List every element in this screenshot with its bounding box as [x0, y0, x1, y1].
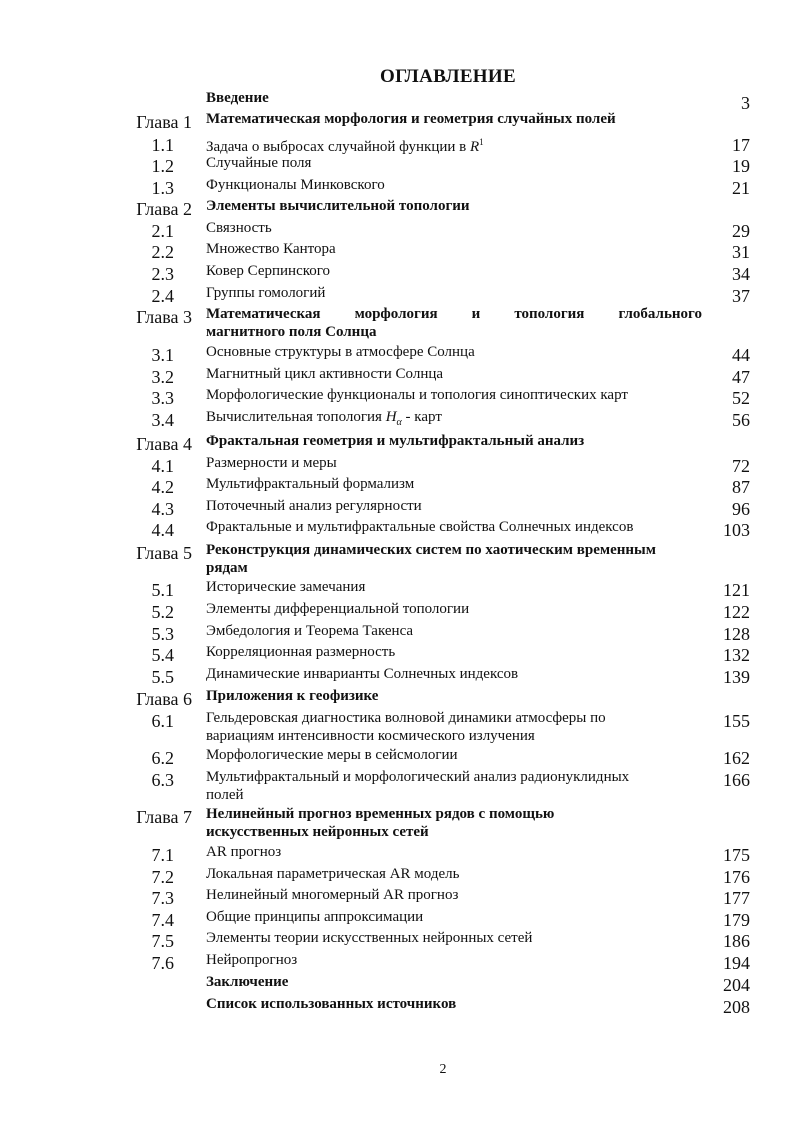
section-page: 176 — [723, 867, 750, 887]
section-title: Ковер Серпинского — [206, 263, 331, 279]
chapter-title-line-1: Реконструкция динамических систем по хаотическим временным — [206, 542, 656, 558]
section-page: 177 — [723, 888, 750, 908]
section-number: 4.4 — [151, 520, 174, 540]
chapter-title-line-2: рядам — [206, 560, 248, 576]
chapter-label: Глава 6 — [136, 689, 192, 709]
chapter-title: Фрактальная геометрия и мультифрактальный анализ — [206, 433, 585, 449]
entry-page: 208 — [723, 997, 750, 1017]
section-number: 4.2 — [151, 477, 174, 497]
section-title: Корреляционная размерность — [206, 644, 396, 660]
section-title-line-1: Мультифрактальный и морфологический анализ радионуклидных — [206, 769, 630, 785]
section-title: Функционалы Минковского — [206, 177, 385, 193]
section-title: Вычислительная топология $H_\alpha$ - карт — [206, 409, 442, 428]
section-page: 52 — [732, 388, 750, 408]
section-number: 2.3 — [151, 264, 174, 284]
entry-page: 3 — [741, 93, 750, 113]
section-number: 4.3 — [151, 499, 174, 519]
section-page: 96 — [732, 499, 750, 519]
entry-title: Введение — [206, 90, 269, 106]
chapter-label: Глава 5 — [136, 543, 192, 563]
section-number: 2.2 — [151, 242, 174, 262]
section-number: 5.4 — [151, 645, 174, 665]
section-page: 44 — [732, 345, 750, 365]
section-number: 7.1 — [151, 845, 174, 865]
chapter-label: Глава 7 — [136, 807, 192, 827]
section-page: 47 — [732, 367, 750, 387]
section-number: 4.1 — [151, 456, 174, 476]
section-number: 1.2 — [151, 156, 174, 176]
section-number: 7.2 — [151, 867, 174, 887]
section-title: Общие принципы аппроксимации — [206, 909, 424, 925]
section-page: 132 — [723, 645, 750, 665]
section-title: Группы гомологий — [206, 285, 326, 301]
section-title: Мультифрактальный формализм — [206, 476, 415, 492]
section-page: 155 — [723, 711, 750, 731]
section-page: 56 — [732, 410, 750, 430]
section-page: 179 — [723, 910, 750, 930]
section-title: Элементы дифференциальной топологии — [206, 601, 470, 617]
chapter-title-line-2: искусственных нейронных сетей — [206, 824, 429, 840]
section-page: 19 — [732, 156, 750, 176]
section-page: 34 — [732, 264, 750, 284]
section-title: Размерности и меры — [206, 455, 337, 471]
section-number: 3.3 — [151, 388, 174, 408]
page-number: 2 — [439, 1062, 447, 1077]
section-page: 29 — [732, 221, 750, 241]
section-title: Морфологические функционалы и топология синоптических карт — [206, 387, 628, 403]
section-title: Магнитный цикл активности Солнца — [206, 366, 444, 382]
section-title: Фрактальные и мультифрактальные свойства Солнечных индексов — [206, 519, 634, 535]
section-page: 103 — [723, 520, 750, 540]
section-page: 21 — [732, 178, 750, 198]
section-title: Связность — [206, 220, 272, 236]
section-page: 31 — [732, 242, 750, 262]
chapter-label: Глава 2 — [136, 199, 192, 219]
section-title: Нейропрогноз — [206, 952, 298, 968]
section-number: 7.3 — [151, 888, 174, 908]
section-number: 1.3 — [151, 178, 174, 198]
section-title: Динамические инварианты Солнечных индексов — [206, 666, 519, 682]
entry-title: Список использованных источников — [206, 996, 457, 1012]
section-number: 3.4 — [151, 410, 174, 430]
section-number: 5.1 — [151, 580, 174, 600]
chapter-title-line-2: магнитного поля Солнца — [206, 324, 377, 340]
section-title-line-2: вариациям интенсивности космического излучения — [206, 728, 535, 744]
section-page: 139 — [723, 667, 750, 687]
section-number: 3.1 — [151, 345, 174, 365]
section-number: 5.3 — [151, 624, 174, 644]
chapter-label: Глава 4 — [136, 434, 192, 454]
chapter-title: Математическая морфология и геометрия случайных полей — [206, 111, 616, 127]
chapter-title: Приложения к геофизике — [206, 688, 379, 704]
entry-title: Заключение — [206, 974, 289, 990]
section-title: Основные структуры в атмосфере Солнца — [206, 344, 475, 360]
section-number: 5.2 — [151, 602, 174, 622]
section-page: 162 — [723, 748, 750, 768]
section-number: 2.4 — [151, 286, 174, 306]
section-page: 175 — [723, 845, 750, 865]
section-title: Поточечный анализ регулярности — [206, 498, 422, 514]
section-page: 128 — [723, 624, 750, 644]
section-page: 37 — [732, 286, 750, 306]
section-number: 3.2 — [151, 367, 174, 387]
section-page: 122 — [723, 602, 750, 622]
section-number: 7.4 — [151, 910, 174, 930]
section-title-line-2: полей — [206, 787, 244, 803]
section-page: 194 — [723, 953, 750, 973]
section-page: 87 — [732, 477, 750, 497]
section-number: 5.5 — [151, 667, 174, 687]
section-number: 7.5 — [151, 931, 174, 951]
section-page: 166 — [723, 770, 750, 790]
section-title: Множество Кантора — [206, 241, 336, 257]
section-number: 6.2 — [151, 748, 174, 768]
section-title: Эмбедология и Теорема Такенса — [206, 623, 414, 639]
entry-page: 204 — [723, 975, 750, 995]
chapter-title-line-1: Нелинейный прогноз временных рядов с помощью — [206, 806, 555, 822]
section-title: Исторические замечания — [206, 579, 366, 595]
section-number: 7.6 — [151, 953, 174, 973]
chapter-title: Элементы вычислительной топологии — [206, 198, 470, 214]
section-number: 1.1 — [151, 135, 174, 155]
section-title: Случайные поля — [206, 155, 312, 171]
section-page: 17 — [732, 135, 750, 155]
section-page: 121 — [723, 580, 750, 600]
section-title: Элементы теории искусственных нейронных сетей — [206, 930, 533, 946]
section-title: AR прогноз — [206, 844, 282, 860]
section-number: 6.3 — [151, 770, 174, 790]
section-title-line-1: Гельдеровская диагностика волновой динамики атмосферы по — [206, 710, 606, 726]
section-page: 186 — [723, 931, 750, 951]
section-number: 6.1 — [151, 711, 174, 731]
section-title: Нелинейный многомерный AR прогноз — [206, 887, 459, 903]
section-page: 72 — [732, 456, 750, 476]
chapter-title-line-1: Математическая морфология и топология глобального — [206, 306, 702, 322]
section-number: 2.1 — [151, 221, 174, 241]
section-title: Морфологические меры в сейсмологии — [206, 747, 458, 763]
toc-title: ОГЛАВЛЕНИЕ — [380, 66, 516, 87]
section-title: Локальная параметрическая AR модель — [206, 866, 460, 882]
chapter-label: Глава 1 — [136, 112, 192, 132]
section-title: Задача о выбросах случайной функции в $R^1$ — [206, 137, 484, 155]
chapter-label: Глава 3 — [136, 307, 192, 327]
